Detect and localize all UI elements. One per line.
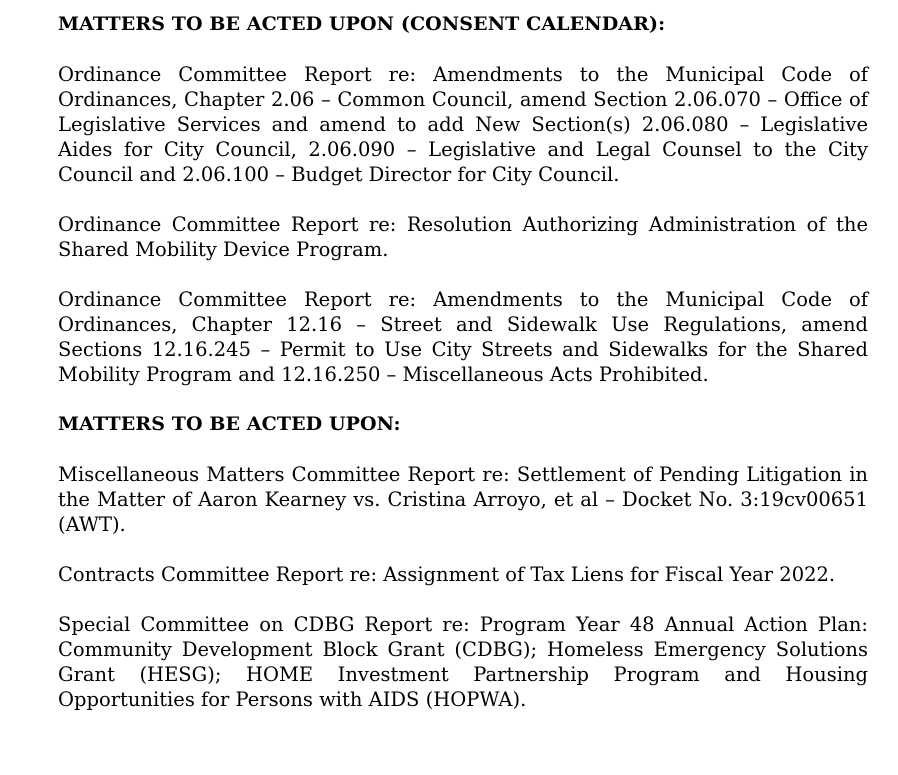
section-heading: MATTERS TO BE ACTED UPON (CONSENT CALENDAR): <box>58 13 666 35</box>
agenda-item: Ordinance Committee Report re: Amendments to the Municipal Code of Ordinances, Chapter 2.06 – Common Council, amend Section 2.06.070 – Office of Legislative Services and amend to add New Section(s) 2.06.080 – Legislative Aides for City Council, 2.06.090 – Legislative and Legal Counsel to the City Council and 2.06.100 – Budget Director for City Council. <box>58 63 868 186</box>
agenda-item: Ordinance Committee Report re: Resolution Authorizing Administration of the Shared Mobility Device Program. <box>58 213 868 261</box>
agenda-item: Special Committee on CDBG Report re: Program Year 48 Annual Action Plan: Community Development Block Grant (CDBG); Homeless Emergency Solutions Grant (HESG); HOME Investment Partnership Program and Housing Opportunities for Persons with AIDS (HOPWA). <box>58 613 868 711</box>
agenda-item: Miscellaneous Matters Committee Report re: Settlement of Pending Litigation in the Matter of Aaron Kearney vs. Cristina Arroyo, et al – Docket No. 3:19cv00651 (AWT). <box>58 463 868 536</box>
section-heading: MATTERS TO BE ACTED UPON: <box>58 413 401 435</box>
consent-calendar-section <box>58 12 868 387</box>
agenda-item: Contracts Committee Report re: Assignment of Tax Liens for Fiscal Year 2022. <box>58 563 836 586</box>
matters-to-be-acted-upon-section <box>58 412 868 712</box>
agenda-item: Ordinance Committee Report re: Amendments to the Municipal Code of Ordinances, Chapter 12.16 – Street and Sidewalk Use Regulations, amend Sections 12.16.245 – Permit to Use City Streets and Sidewalks for the Shared Mobility Program and 12.16.250 – Miscellaneous Acts Prohibited. <box>58 288 868 386</box>
agenda-document <box>58 12 868 737</box>
